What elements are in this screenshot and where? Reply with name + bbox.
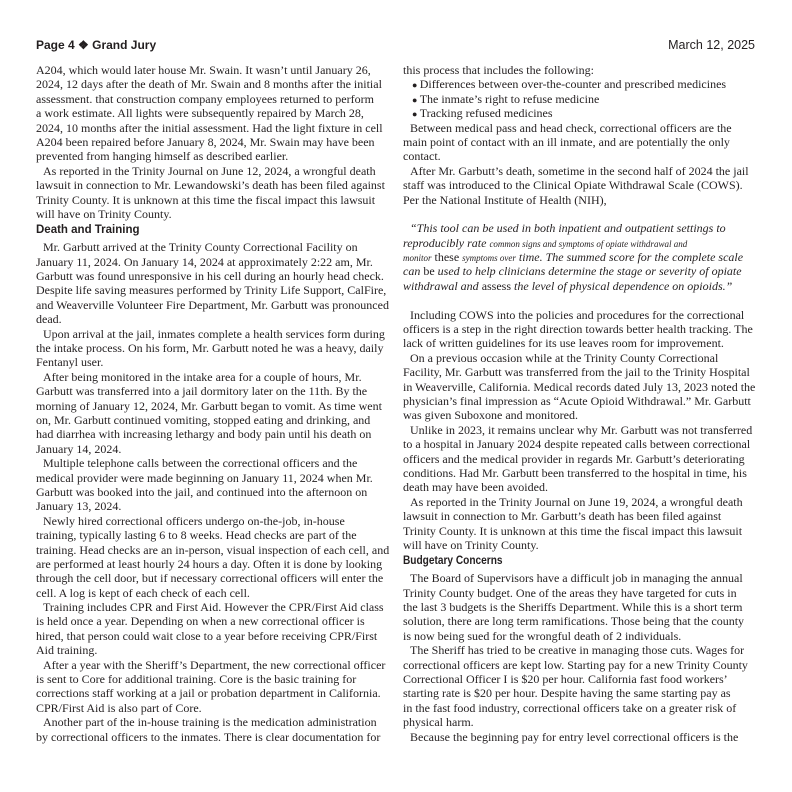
quote-text: reproducibly rate (403, 235, 490, 250)
text-line: Per the National Institute of Health (NIH), (403, 192, 607, 207)
text-line: physical harm. (403, 715, 474, 730)
text-line: had diarrhea with increasing lethargy and body pain until his death on (36, 427, 372, 442)
text-line: prevented from hanging himself as described earlier. (36, 149, 289, 164)
text-line: on, Mr. Garbutt continued vomiting, stopped eating and drinking, and (36, 412, 371, 427)
text-line: training, typically lasting 6 to 8 weeks. Head checks are part of the (36, 528, 357, 543)
quote-text: monitor (403, 253, 432, 264)
section-heading: Budgetary Concerns (403, 555, 503, 568)
text-line: Trinity County budget. One of the areas they have targeted for cuts in (403, 585, 737, 600)
paragraph (403, 571, 773, 643)
text-line: 2024, 12 days after the death of Mr. Swain and 8 months after the initial (36, 77, 382, 92)
paragraph (403, 495, 773, 553)
quote-line (403, 279, 773, 293)
text-line: corrections staff working at a jail or probation department in California. (36, 686, 381, 701)
text-line: are performed at least hourly 24 hours a day. Often it is done by looking (36, 556, 383, 571)
list-item (403, 106, 773, 120)
quote-text: be (420, 264, 438, 279)
text-line: Aid training. (36, 643, 98, 658)
spacer (403, 207, 773, 221)
paragraph (36, 63, 406, 164)
list-item-text: Tracking refused medicines (419, 106, 553, 121)
text-line: Garbutt was transferred into a jail dormitory later on the 11th. By the (36, 384, 368, 399)
text-line: correctional officers are kept low. Starting pay for a new Trinity County (403, 657, 748, 672)
paragraph (403, 423, 773, 495)
text-line: As reported in the Trinity Journal on June 12, 2024, a wrongful death (43, 163, 376, 178)
list-item (403, 77, 773, 91)
text-line: Correctional Officer I is $20 per hour. California fast food workers’ (403, 672, 728, 687)
text-line: A204, which would later house Mr. Swain. It wasn’t until January 26, (36, 63, 371, 77)
page-header-label: Page 4 ❖ Grand Jury (36, 38, 157, 52)
text-line: staff was introduced to the Clinical Opiate Withdrawal Scale (COWS). (403, 178, 743, 193)
text-line: Trinity County. It is unknown at this time the fiscal impact this lawsuit (403, 523, 743, 538)
paragraph (403, 164, 773, 207)
paragraph (36, 164, 406, 222)
quote-text: “This tool can be used in both inpatient and outpatient settings to (410, 221, 726, 236)
quote-text: these (431, 250, 463, 265)
text-line: January 14, 2024. (36, 441, 122, 456)
quote-text: withdrawal and (403, 278, 479, 293)
text-line: assessment. that construction company employees returned to perform (36, 91, 374, 106)
quote-text: common signs and symptoms of opiate withdrawal and (489, 238, 688, 249)
text-line: medical provider were made beginning on January 11, 2024 when Mr. (36, 470, 373, 485)
text-line: training. Head checks are an in-person, visual inspection of each cell, and (36, 542, 390, 557)
paragraph (36, 514, 406, 600)
text-line: is now being sued for the wrongful death of 2 individuals. (403, 628, 682, 643)
quote-text: time. The summed score for the complete scale (515, 250, 744, 265)
right-column (403, 63, 773, 744)
text-line: Unlike in 2023, it remains unclear why Mr. Garbutt was not transferred (410, 422, 753, 437)
text-line: in the fast food industry, correctional officers take on a greater risk of (403, 700, 737, 715)
text-line: lack of written guidelines for its use leaves room for improvement. (403, 336, 724, 351)
text-line: Between medical pass and head check, correctional officers are the (410, 120, 732, 135)
list-item-text: Differences between over-the-counter and prescribed medicines (419, 77, 727, 92)
paragraph (403, 121, 773, 164)
text-line: is sent to Core for additional training. Core is the basic training for (36, 672, 357, 687)
list-item (403, 92, 773, 106)
page-header-date: March 12, 2025 (668, 38, 755, 52)
text-line: 2024, 10 months after the initial assessment. Had the light fixture in cell (36, 120, 383, 135)
paragraph (403, 643, 773, 729)
nih-quote (403, 221, 773, 293)
bullet-icon: ● (412, 94, 420, 105)
text-line: and Weaverville Volunteer Fire Department, Mr. Garbutt was pronounced (36, 297, 389, 312)
text-line: cell. A log is kept of each check of each cell. (36, 585, 250, 600)
paragraph (403, 730, 773, 744)
quote-text: the level of physical dependence on opioids.” (514, 278, 733, 293)
bullet-icon: ● (412, 109, 420, 120)
text-line: After Mr. Garbutt’s death, sometime in the second half of 2024 the jail (410, 163, 749, 178)
paragraph (36, 327, 406, 370)
text-line: Fentanyl user. (36, 355, 104, 370)
text-line: death may have been avoided. (403, 480, 548, 495)
text-line: Multiple telephone calls between the correctional officers and the (43, 456, 358, 471)
text-line: January 13, 2024. (36, 499, 122, 514)
section-heading: Death and Training (36, 224, 140, 237)
text-line: the intake process. On his form, Mr. Garbutt noted he was a heavy, daily (36, 341, 384, 356)
text-line: officers is a step in the right direction towards better health tracking. The (403, 322, 753, 337)
text-line: is held once a year. Depending on when a new correctional officer is (36, 614, 365, 629)
text-line: Training includes CPR and First Aid. However the CPR/First Aid class (43, 600, 384, 615)
text-line: After being monitored in the intake area for a couple of hours, Mr. (43, 369, 362, 384)
text-line: in Weaverville, California. Medical records dated July 13, 2023 noted the (403, 379, 756, 394)
paragraph (36, 370, 406, 456)
text-line: dead. (36, 312, 62, 327)
text-line: As reported in the Trinity Journal on June 19, 2024, a wrongful death (410, 494, 743, 509)
quote-line (403, 264, 773, 278)
text-line: Mr. Garbutt arrived at the Trinity County Correctional Facility on (43, 240, 358, 255)
text-line: solution, there are long term ramifications. Those being that the county (403, 614, 745, 629)
bullet-list (403, 77, 773, 120)
quote-text: symptoms over (462, 253, 516, 264)
quote-text: assess (478, 278, 515, 293)
spacer (403, 293, 773, 307)
text-line: by correctional officers to the inmates. There is clear documentation for (36, 729, 381, 744)
text-line: this process that includes the following: (403, 63, 594, 77)
text-line: morning of January 12, 2024, Mr. Garbutt began to vomit. As time went (36, 398, 382, 413)
text-line: hired, that person could wait close to a year before receiving CPR/First (36, 628, 378, 643)
quote-line (403, 236, 773, 250)
text-line: main point of contact with an ill inmate, and are potentially the only (403, 134, 730, 149)
text-line: The Board of Supervisors have a difficult job in managing the annual (410, 571, 743, 586)
text-line: lawsuit in connection to Mr. Garbutt’s death has been filed against (403, 509, 722, 524)
text-line: CPR/First Aid is also part of Core. (36, 700, 202, 715)
text-line: will have on Trinity County. (403, 537, 539, 552)
text-line: through the cell door, but if necessary correctional officers will enter the (36, 571, 384, 586)
bullet-icon: ● (412, 80, 420, 91)
paragraph (36, 715, 406, 744)
text-line: Facility, Mr. Garbutt was transferred from the jail to the Trinity Hospital (403, 365, 750, 380)
text-line: Newly hired correctional officers undergo on-the-job, in-house (43, 513, 345, 528)
text-line: will have on Trinity County. (36, 206, 172, 221)
text-line: Upon arrival at the jail, inmates complete a health services form during (43, 326, 385, 341)
text-line: contact. (403, 149, 441, 164)
text-line: Garbutt was found unresponsive in his cell during an hourly head check. (36, 269, 384, 284)
quote-text: can (403, 264, 421, 279)
paragraph (36, 240, 406, 326)
text-line: On a previous occasion while at the Trinity County Correctional (410, 350, 719, 365)
text-line: January 11, 2024. On January 14, 2024 at approximately 2:22 am, Mr. (36, 254, 373, 269)
quote-line (403, 221, 773, 235)
text-line: physician’s final impression as “Acute Opioid Withdrawal.” Mr. Garbutt (403, 393, 751, 408)
quote-text: used to help clinicians determine the stage or severity of opiate (437, 264, 742, 279)
paragraph (403, 351, 773, 423)
text-line: conditions. Had Mr. Garbutt been transferred to the hospital in time, his (403, 465, 747, 480)
text-line: officers and the medical provider in regards Mr. Garbutt’s deteriorating (403, 451, 745, 466)
text-line: lawsuit in connection to Mr. Lewandowski’s death has been filed against (36, 178, 385, 193)
text-line: A204 been repaired before January 8, 2024, Mr. Swain may have been (36, 134, 375, 149)
text-line: starting rate is $20 per hour. Despite having the same starting pay as (403, 686, 731, 701)
text-line: to a hospital in January 2024 despite repeated calls between correctional (403, 437, 751, 452)
text-line: Another part of the in-house training is the medication administration (43, 715, 377, 730)
left-column (36, 63, 406, 744)
text-line: Garbutt was booked into the jail, and continued into the afternoon on (36, 484, 368, 499)
text-line: Because the beginning pay for entry level correctional officers is the (410, 729, 739, 744)
text-line: After a year with the Sheriff’s Department, the new correctional officer (43, 657, 386, 672)
text-line: was given Suboxone and monitored. (403, 408, 578, 423)
paragraph (403, 308, 773, 351)
paragraph (36, 456, 406, 514)
text-line: Including COWS into the policies and procedures for the correctional (410, 307, 745, 322)
list-item-text: The inmate’s right to refuse medicine (419, 91, 600, 106)
quote-line (403, 250, 773, 264)
paragraph (36, 600, 406, 658)
paragraph (403, 63, 773, 77)
text-line: Despite life saving measures performed by Trinity Life Support, CalFire, (36, 283, 387, 298)
text-line: The Sheriff has tried to be creative in managing those cuts. Wages for (410, 643, 745, 658)
text-line: the last 3 budgets is the Sheriffs Department. While this is a short term (403, 600, 743, 615)
paragraph (36, 658, 406, 716)
text-line: Trinity County. It is unknown at this time the fiscal impact this lawsuit (36, 192, 376, 207)
text-line: a work estimate. All lights were subsequently repaired by March 28, (36, 106, 364, 121)
